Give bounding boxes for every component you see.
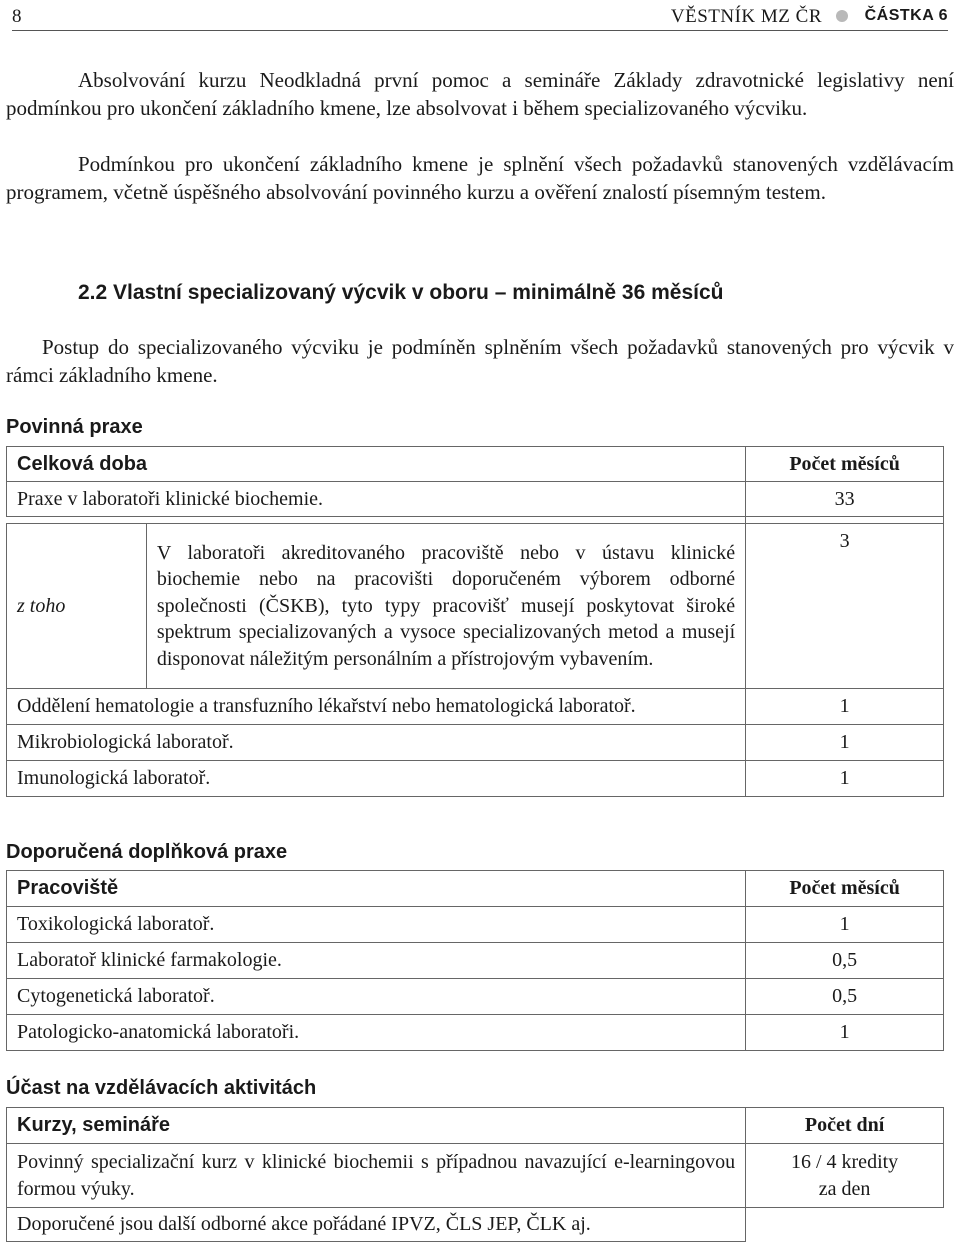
- intro-paragraph-2: Podmínkou pro ukončení základního kmene je splnění všech požadavků stanovených vzdělávacím programem, včetně úspěšného absolvování povinného kurzu a ověření znalostí písemným testem.: [6, 152, 954, 204]
- course-value-line1: 16 / 4 kredity: [790, 1150, 899, 1173]
- activities-note: Doporučené jsou další odborné akce pořádané IPVZ, ČLS JEP, ČLK aj.: [7, 1208, 746, 1242]
- part-label: ČÁSTKA 6: [864, 7, 948, 24]
- row-label: Laboratoř klinické farmakologie.: [7, 943, 746, 979]
- header-total-duration: Celková doba: [7, 447, 746, 482]
- course-value-line2: za den: [818, 1177, 871, 1200]
- intro-paragraph-1: Absolvování kurzu Neodkladná první pomoc a semináře Základy zdravotnické legislativy není podmínkou pro ukončení základního kmene, lze absolvovat i během specializovaného výcviku.: [6, 68, 954, 120]
- row-value: 33: [746, 482, 944, 517]
- page-number: 8: [12, 6, 22, 27]
- header-courses: Kurzy, semináře: [7, 1108, 746, 1144]
- header-months: Počet měsíců: [746, 447, 944, 482]
- row-value: 1: [746, 761, 944, 797]
- activities-table: [6, 1107, 944, 1242]
- table-row: [7, 524, 944, 689]
- row-value: 1: [746, 725, 944, 761]
- table-header-row: [7, 447, 944, 482]
- row-value: 1: [746, 907, 944, 943]
- table-header-row: [7, 871, 944, 907]
- sub-label: z toho: [7, 524, 147, 689]
- row-label: Imunologická laboratoř.: [7, 761, 746, 797]
- row-label: Toxikologická laboratoř.: [7, 907, 746, 943]
- header-workplace: Pracoviště: [7, 871, 746, 907]
- row-value: 1: [746, 1015, 944, 1051]
- table-row: [7, 725, 944, 761]
- section-text: Postup do specializovaného výcviku je podmíněn splněním všech požadavků stanovených pro výcvik v rámci základního kmene.: [6, 335, 954, 387]
- spacer-row: [7, 517, 944, 524]
- row-value: 0,5: [746, 943, 944, 979]
- table-row: [7, 979, 944, 1015]
- table-header-row: [7, 1108, 944, 1144]
- row-label: Cytogenetická laboratoř.: [7, 979, 746, 1015]
- course-value: [746, 1144, 944, 1208]
- bullet-dot-icon: [836, 10, 848, 22]
- table-row: [7, 761, 944, 797]
- page-header: [12, 0, 948, 30]
- journal-title: VĚSTNÍK MZ ČR: [670, 6, 822, 27]
- course-description: Povinný specializační kurz v klinické biochemii s případnou navazující e-learningovou formou výuky.: [7, 1144, 746, 1208]
- table-row: [7, 907, 944, 943]
- activities-title: Účast na vzdělávacích aktivitách: [6, 1077, 317, 1099]
- header-days: Počet dní: [746, 1108, 944, 1144]
- row-label: Patologicko-anatomická laboratoři.: [7, 1015, 746, 1051]
- header-rule: [12, 30, 948, 31]
- table-row: [7, 482, 944, 517]
- table-row: [7, 1144, 944, 1208]
- mandatory-title: Povinná praxe: [6, 416, 143, 438]
- recommended-table: [6, 870, 944, 1051]
- row-label: Praxe v laboratoři klinické biochemie.: [7, 482, 746, 517]
- row-value: 0,5: [746, 979, 944, 1015]
- row-label: Oddělení hematologie a transfuzního lékařství nebo hematologická laboratoř.: [7, 689, 746, 725]
- table-row: [7, 1208, 944, 1242]
- header-months: Počet měsíců: [746, 871, 944, 907]
- mandatory-table: [6, 446, 944, 797]
- recommended-title: Doporučená doplňková praxe: [6, 841, 288, 863]
- sub-value: 3: [746, 524, 944, 689]
- table-row: [7, 689, 944, 725]
- row-label: Mikrobiologická laboratoř.: [7, 725, 746, 761]
- section-title: 2.2 Vlastní specializovaný výcvik v oboru – minimálně 36 měsíců: [78, 281, 724, 304]
- table-row: [7, 943, 944, 979]
- sub-description: V laboratoři akreditovaného pracoviště nebo v ústavu klinické biochemie nebo na pracovišti doporučeném výborem odborné společnosti (ČSKB), tyto typy pracovišť musejí poskytovat široké spektrum specializovaných a vysoce specializovaných metod a musejí disponovat náležitým personálním a přístrojovým vybavením.: [146, 524, 745, 689]
- row-value: 1: [746, 689, 944, 725]
- table-row: [7, 1015, 944, 1051]
